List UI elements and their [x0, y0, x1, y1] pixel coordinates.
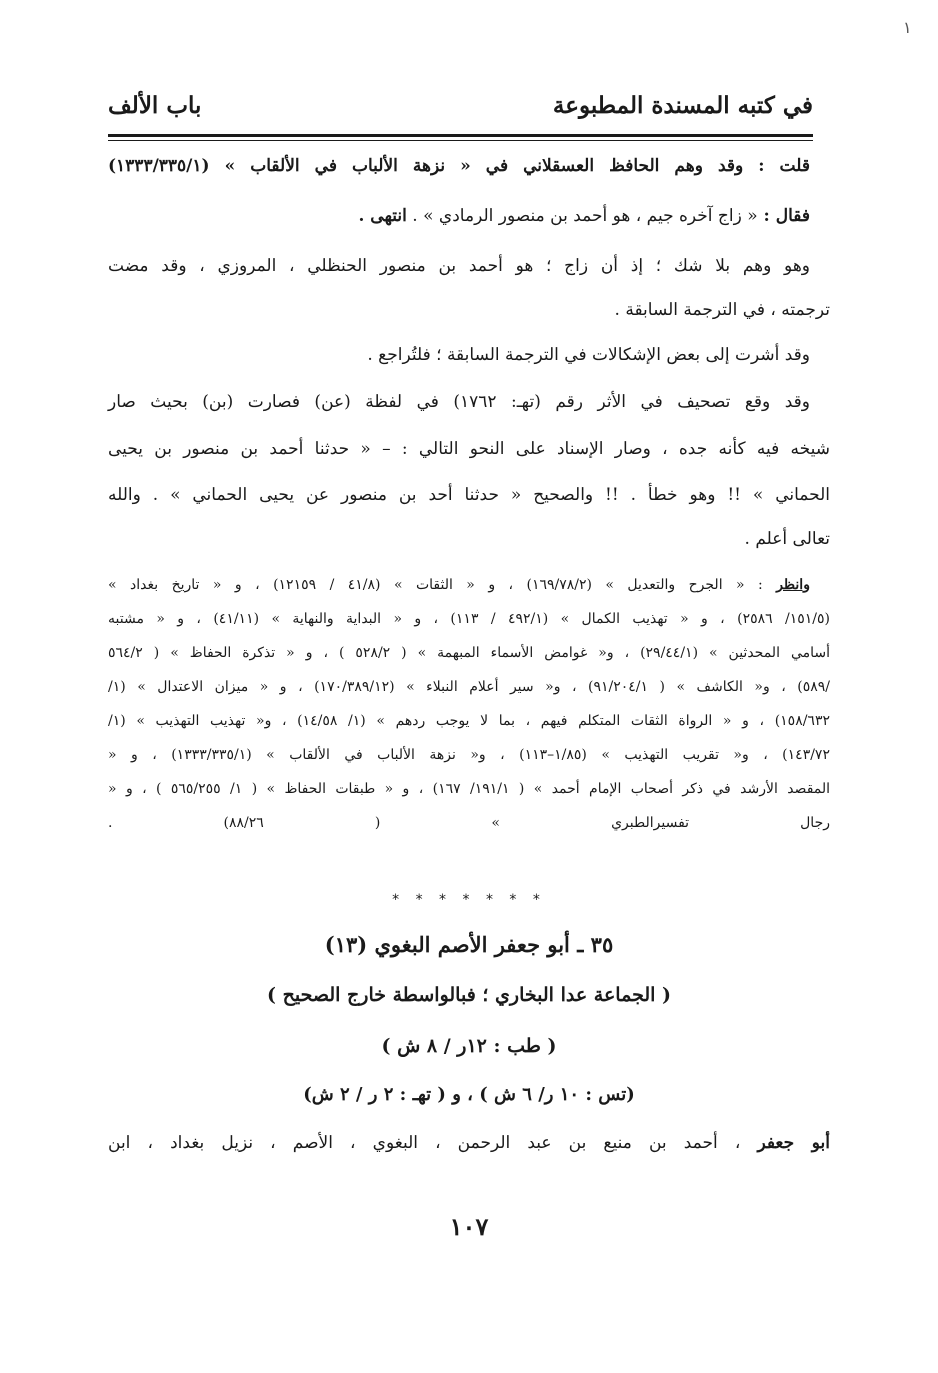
body-line-2: [358, 204, 810, 228]
header-chapter: باب الألف: [108, 92, 202, 119]
header-rule: [108, 134, 813, 137]
header-title: في كتبه المسندة المطبوعة: [552, 92, 813, 119]
entry-body-text: ، أحمد بن منيع بن عبد الرحمن ، البغوي ، الأصم ، نزيل بغداد ، ابن: [108, 1133, 758, 1153]
ref-line-3: أسامي المحدثين » (٢٩/٤٤/١) ، و« غوامض الأسماء المبهمة » ( ٥٢٨/٢ ) ، و « تذكرة الحفاظ » ( ٥٦٤/٢: [108, 645, 830, 661]
body-line-7: شيخه فيه كأنه جده ، وصار الإسناد على النحو التالي : – « حدثنا أحمد بن منصور بن يحيى: [108, 439, 830, 459]
body-line-9: تعالى أعلم .: [744, 529, 830, 549]
ref-line-7: المقصد الأرشد في ذكر أصحاب الإمام أحمد » ( ١٩١/١/ ١٦٧) ، و « طبقات الحفاظ » ( ١/ ٥٦٥/٢٥٥ ) ، و «: [108, 781, 831, 797]
body-line-6: وقد وقع تصحيف في الأثر رقم (تهـ: ١٧٦٢) في لفظة (عن) فصارت (بن) بحيث صار: [108, 392, 810, 412]
entry-subtitle: ( الجماعة عدا البخاري ؛ فبالواسطة خارج الصحيح ): [266, 984, 672, 1006]
body-line-1: قلت : وقد وهم الحافظ العسقلاني في « نزهة الألباب في الألقاب » (١٣٣٣/٣٣٥/١): [108, 156, 810, 176]
ref-line-8: رجال تفسيرالطبري » ( ٨٨/٢٦) .: [108, 815, 830, 831]
ref-line-4: /٥٨٩) ، و« الكاشف » ( ٩١/٢٠٤/١) ، و« سير أعلام النبلاء » (١٧٠/٣٨٩/١٢) ، و « ميزان الاعتدال » (١/: [108, 679, 830, 695]
running-header: [108, 88, 813, 128]
ref-lead: وانظر: [776, 577, 810, 593]
body-line-5: وقد أشرت إلى بعض الإشكالات في الترجمة السابقة ؛ فلتُراجع .: [367, 345, 810, 365]
entry-title: ٣٥ ـ أبو جعفر الأصم البغوي (١٣): [324, 932, 614, 957]
section-separator: * * * * * * *: [392, 892, 546, 908]
ref-line-6: ١٤٣/٧٢) ، و« تقريب التهذيب » (١/٨٥–١١٣) ، و« نزهة الألباب في الألقاب » (١٣٣٣/٣٣٥/١) ، و «: [108, 747, 830, 763]
entry-code-1: ( طب : ١٢ر / ٨ ش ): [381, 1035, 557, 1057]
page-number: ١٠٧: [449, 1212, 489, 1241]
ref-line-1: [108, 573, 810, 597]
body-line-3: وهو وهم بلا شك ؛ إذ أن زاج ؛ هو أحمد بن منصور الحنظلي ، المروزي ، وقد مضت: [108, 256, 810, 276]
body-line-4: ترجمته ، في الترجمة السابقة .: [614, 300, 830, 320]
header-rule-thin: [108, 140, 813, 141]
entry-body-lead: أبو جعفر: [757, 1133, 830, 1153]
body-line-2-text: « زاج آخره جيم ، هو أحمد بن منصور الرمادي » .: [406, 206, 758, 226]
body-line-2-end: انتهى .: [358, 206, 407, 226]
entry-body-line: [108, 1131, 830, 1155]
ref-line-2: (١٥١/٥/ ٢٥٨٦) ، و « تهذيب الكمال » (٤٩٢/١ / ١١٣) ، و « البداية والنهاية » (٤١/١١) ، و « مشتبه: [108, 611, 831, 627]
ref-line-5: ١٥٨/٦٣٢) ، و « الرواة الثقات المتكلم فيهم ، بما لا يوجب ردهم » (١/ ١٤/٥٨) ، و« تهذيب التهذيب » (١/: [108, 713, 830, 729]
body-line-2-lead: فقال :: [757, 206, 810, 226]
entry-code-2: (تس : ١٠ ر/ ٦ ش ) ، و ( تهـ : ٢ ر / ٢ ش): [303, 1084, 635, 1105]
corner-mark: ١: [903, 18, 912, 37]
body-line-8: الحماني » !! وهو خطأ . !! والصحيح « حدثنا أحد بن منصور عن يحيى الحماني » . والله: [108, 485, 830, 505]
ref-line-1-text: : « الجرح والتعديل » (١٦٩/٧٨/٢) ، و « الثقات » (٤١/٨ / ١٢١٥٩) ، و « تاريخ بغداد »: [108, 577, 777, 593]
